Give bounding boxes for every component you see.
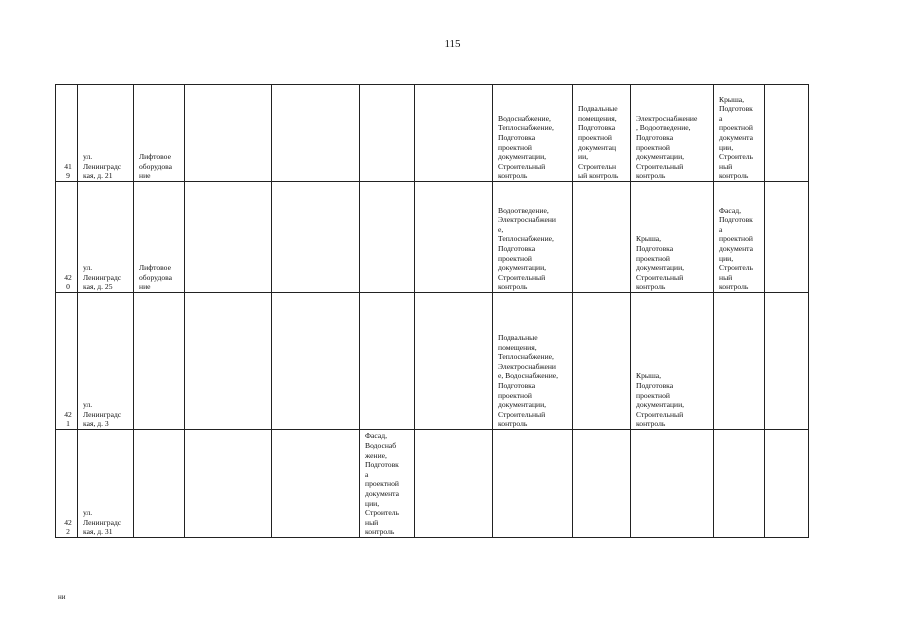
work-cell: Подвальные помещения, Теплоснабжение, Электроснабжени е, Водоснабжение, Подготовка проектной документации, Строительный контроль xyxy=(493,293,573,430)
work-cell: Крыша, Подготовка проектной документации, Строительный контроль xyxy=(631,293,714,430)
work-cell xyxy=(272,293,360,430)
work-cell xyxy=(573,182,631,293)
work-cell xyxy=(185,182,272,293)
work-cell xyxy=(360,85,415,182)
work-cell: Фасад, Водоснаб жение, Подготовк а проектной документа ции, Строитель ный контроль xyxy=(360,430,415,538)
repair-schedule-table xyxy=(55,84,809,538)
work-cell: Лифтовое оборудова ние xyxy=(134,182,185,293)
work-cell xyxy=(765,182,809,293)
work-cell xyxy=(185,430,272,538)
work-cell xyxy=(765,85,809,182)
table-row xyxy=(56,293,809,430)
work-cell xyxy=(631,430,714,538)
work-cell: Лифтовое оборудова ние xyxy=(134,85,185,182)
row-number: 41 9 xyxy=(56,85,78,182)
work-cell xyxy=(185,293,272,430)
work-cell xyxy=(573,430,631,538)
address-cell: ул. Ленинградс кая, д. 25 xyxy=(78,182,134,293)
work-cell xyxy=(134,430,185,538)
work-cell xyxy=(360,182,415,293)
work-cell xyxy=(272,430,360,538)
row-number: 42 2 xyxy=(56,430,78,538)
work-cell: Электроснабжение , Водоотведение, Подготовка проектной документации, Строительный контроль xyxy=(631,85,714,182)
work-cell: Водоснабжение, Теплоснабжение, Подготовка проектной документации, Строительный контроль xyxy=(493,85,573,182)
row-number: 42 1 xyxy=(56,293,78,430)
work-cell xyxy=(415,293,493,430)
work-cell: Крыша, Подготовка проектной документации, Строительный контроль xyxy=(631,182,714,293)
work-cell xyxy=(714,293,765,430)
work-cell xyxy=(415,85,493,182)
work-cell xyxy=(765,293,809,430)
work-cell xyxy=(415,430,493,538)
work-cell xyxy=(272,182,360,293)
address-cell: ул. Ленинградс кая, д. 31 xyxy=(78,430,134,538)
work-cell xyxy=(573,293,631,430)
work-cell xyxy=(493,430,573,538)
address-cell: ул. Ленинградс кая, д. 3 xyxy=(78,293,134,430)
work-cell xyxy=(272,85,360,182)
work-cell xyxy=(360,293,415,430)
work-cell xyxy=(714,430,765,538)
row-number: 42 0 xyxy=(56,182,78,293)
work-cell xyxy=(185,85,272,182)
table-row xyxy=(56,85,809,182)
work-cell: Фасад, Подготовк а проектной документа ции, Строитель ный контроль xyxy=(714,182,765,293)
table-row xyxy=(56,430,809,538)
work-cell: Крыша, Подготовк а проектной документа ции, Строитель ный контроль xyxy=(714,85,765,182)
work-cell: Водоотведение, Электроснабжени e, Теплоснабжение, Подготовка проектной документации, Строительный контроль xyxy=(493,182,573,293)
address-cell: ул. Ленинградс кая, д. 21 xyxy=(78,85,134,182)
work-cell xyxy=(765,430,809,538)
work-cell: Подвальные помещения, Подготовка проектной документац ии, Строительн ый контроль xyxy=(573,85,631,182)
table-row xyxy=(56,182,809,293)
footer-mark: ни xyxy=(58,593,66,601)
page-number: 115 xyxy=(444,38,461,50)
work-cell xyxy=(134,293,185,430)
work-cell xyxy=(415,182,493,293)
